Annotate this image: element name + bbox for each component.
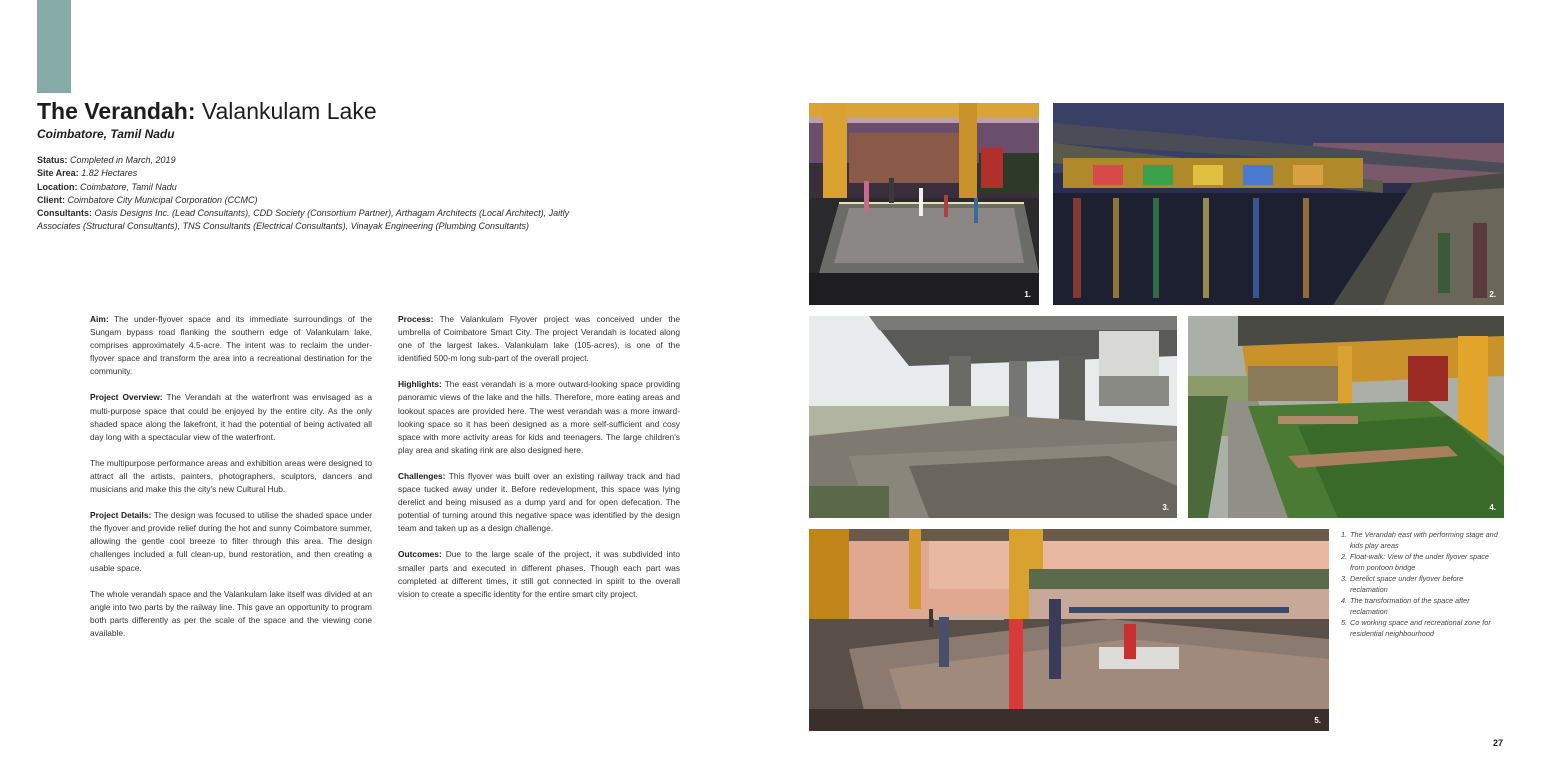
photo-float-walk: [1053, 103, 1504, 305]
status-value: Completed in March, 2019: [67, 155, 176, 165]
paragraph-label: Process:: [398, 314, 434, 324]
client-label: Client:: [37, 194, 65, 205]
photo-number: 3.: [1162, 503, 1169, 512]
caption-number: 5.: [1341, 618, 1348, 627]
client-row: [37, 194, 597, 207]
paragraph-label: Outcomes:: [398, 549, 442, 560]
status-row: [37, 154, 597, 167]
accent-tab: [37, 0, 71, 93]
paragraph-text: The multipurpose performance areas and exhibition areas were designed to attract all the artists, painters, photographers, sculptors, dancers and musicians and make this the city's new Cultural Hub.: [90, 457, 372, 495]
paragraph-text: The Verandah at the waterfront was envisaged as a multi-purpose space that could be enjoyed by the entire city. As the only shaded space along the lakefront, it had the potential of being activated all day long with a spectacular view of the waterfront.: [90, 392, 372, 442]
paragraph-text: The under-flyover space and its immediate surroundings of the Sungam bypass road flanking the southern edge of Valankulam lake, comprises approximately 4.5-acre. The intent was to reclaim the under-flyover space and transform the area into a recreational destination for the community.: [90, 314, 372, 377]
paragraph-text: This flyover was built over an existing railway track and had space tucked away under it. Before redevelopment, this space was lying derelict and being misused as a dump yard and for open defecation. The potential of turning around this negative space was identified by the design team and taken up as a design challenge.: [398, 470, 680, 534]
site-area-label: Site Area:: [37, 168, 79, 179]
caption-item: [1341, 529, 1501, 551]
highlights-paragraph: [398, 378, 680, 457]
caption-item: [1341, 573, 1501, 595]
body-column-right: [398, 313, 680, 614]
caption-text: The Verandah east with performing stage and kids play areas: [1350, 530, 1498, 550]
caption-number: 3.: [1341, 574, 1348, 583]
paragraph-label: Highlights:: [398, 379, 442, 390]
consultants-row: [37, 207, 597, 234]
paragraph-text: Due to the large scale of the project, it was subdivided into smaller parts and executed in different phases. Though each part was completed at different times, it still got connected in spirit to the overall vision to create a specific identity for the entire smart city project.: [398, 549, 680, 599]
photo-captions: [1341, 529, 1501, 639]
photo-coworking-space: [809, 529, 1329, 731]
caption-item: [1341, 595, 1501, 617]
body-column-left: [90, 313, 372, 653]
photo-number: 4.: [1489, 503, 1496, 512]
paragraph-label: Project Overview:: [90, 392, 163, 403]
location-value: Coimbatore, Tamil Nadu: [77, 181, 177, 192]
photo-number: 1.: [1024, 290, 1031, 299]
photo-derelict-space: [809, 316, 1177, 518]
challenges-paragraph: [398, 470, 680, 535]
paragraph-label: Aim:: [90, 314, 109, 324]
caption-number: 2.: [1341, 552, 1348, 561]
paragraph-label: Project Details:: [90, 510, 152, 521]
aim-paragraph: [90, 313, 372, 378]
photo-transformation: [1188, 316, 1504, 518]
client-value: Coimbatore City Municipal Corporation (CCMC): [65, 194, 258, 205]
paragraph-text: The east verandah is a more outward-looking space providing panoramic views of the lake and the hills. Therefore, more eating areas and lookout spaces are provided here. The west verandah was a more inward-looking space so it has been designed as a more self-sufficient and cosy space with more activity areas for kids and teenagers. The large children's play area and skating rink are also designed here.: [398, 379, 680, 455]
caption-text: Float-walk: View of the under flyover space from pontoon bridge: [1350, 552, 1489, 572]
title-bold: The Verandah:: [37, 98, 196, 124]
page-subtitle: Coimbatore, Tamil Nadu: [37, 127, 175, 141]
paragraph-text: The Valankulam Flyover project was conceived under the umbrella of Coimbatore Smart City. The project Verandah is located along one of the largest lakes. Valankulam lake (105-acres), is one of the identified 500-m long sub-part of the overall project.: [398, 314, 680, 364]
division-paragraph: [90, 588, 372, 640]
project-info: [37, 154, 597, 234]
site-area-row: [37, 167, 597, 180]
details-paragraph: [90, 509, 372, 574]
process-paragraph: [398, 313, 680, 365]
caption-text: Co working space and recreational zone for residential neighbourhood: [1350, 618, 1491, 638]
outcomes-paragraph: [398, 548, 680, 600]
caption-text: The transformation of the space after reclamation: [1350, 596, 1470, 616]
caption-number: 4.: [1341, 596, 1348, 605]
overview-paragraph: [90, 391, 372, 443]
caption-item: [1341, 617, 1501, 639]
paragraph-text: The design was focused to utilise the shaded space under the flyover and provide relief during the hot and sunny Coimbatore summer, allowing the gentle cool breeze to filter through this area. The design challenges included a full clean-up, bund restoration, and then creating a usable space.: [90, 510, 372, 573]
status-label: Status:: [37, 155, 68, 165]
page-number: 27: [1493, 738, 1504, 748]
paragraph-text: The whole verandah space and the Valankulam lake itself was divided at an angle into two parts by the railway line. This gave an opportunity to program both parts differently as per the scale of the space and the viewing cone available.: [90, 588, 372, 638]
caption-text: Derelict space under flyover before reclamation: [1350, 574, 1464, 594]
photo-verandah-east: [809, 103, 1039, 305]
location-row: [37, 181, 597, 194]
caption-item: [1341, 551, 1501, 573]
page-title: [37, 98, 377, 125]
caption-number: 1.: [1341, 530, 1348, 539]
photo-number: 5.: [1314, 716, 1321, 725]
multipurpose-paragraph: [90, 457, 372, 496]
consultants-value: Oasis Designs Inc. (Lead Consultants), CDD Society (Consortium Partner), Arthagam Architects (Local Architect), Jaitly Associates (Structural Consultants), TNS Consultants (Electrical Consultants), Vinayak Engineering (Plumbing Consultants): [37, 208, 570, 232]
paragraph-label: Challenges:: [398, 470, 446, 481]
location-label: Location:: [37, 181, 78, 192]
title-rest: Valankulam Lake: [195, 98, 377, 124]
site-area-value: 1.82 Hectares: [78, 168, 138, 179]
photo-number: 2.: [1489, 290, 1496, 299]
consultants-label: Consultants:: [37, 208, 92, 219]
